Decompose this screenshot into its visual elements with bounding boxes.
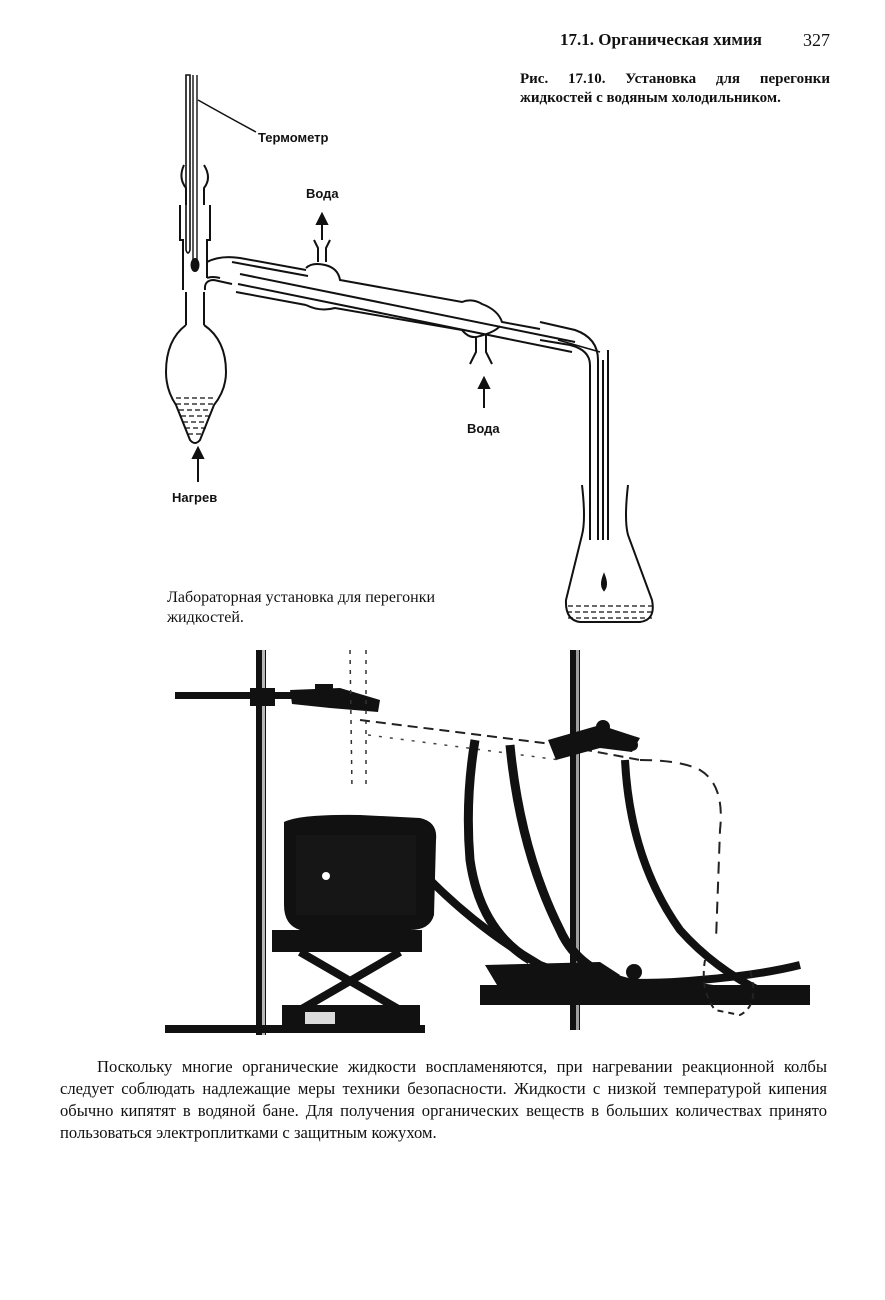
water-outlet-label: Вода bbox=[306, 186, 339, 201]
distillation-diagram bbox=[0, 0, 885, 640]
water-inlet-label: Вода bbox=[467, 421, 500, 436]
heating-label: Нагрев bbox=[172, 490, 218, 505]
page-number: 327 bbox=[803, 30, 830, 50]
thermometer-label: Термометр bbox=[258, 130, 329, 145]
receiver-liquid bbox=[567, 606, 653, 618]
figure-caption: Рис. 17.10. Установка для перегонки жидкостей с водяным холодильником. bbox=[520, 71, 830, 106]
section-title: 17.1. Органическая химия bbox=[560, 30, 762, 49]
thermometer-drawing bbox=[186, 75, 199, 271]
photo-caption: Лабораторная установка для перегонки жидкостей. bbox=[167, 589, 436, 626]
photo-content bbox=[165, 650, 810, 1035]
boiling-flask-liquid bbox=[176, 398, 216, 434]
body-paragraph: Поскольку многие органические жидкости воспламеняются, при нагревании реакционной колбы следует соблюдать надлежащие меры техники безопасности. Жидкости с низкой температурой кипения обычно кипятят в водяной бане. Для получения органических веществ в больших количествах принято пользоваться электроплитками с защитным кожухом. bbox=[60, 1057, 827, 1142]
body-paragraph-block bbox=[60, 1056, 827, 1144]
